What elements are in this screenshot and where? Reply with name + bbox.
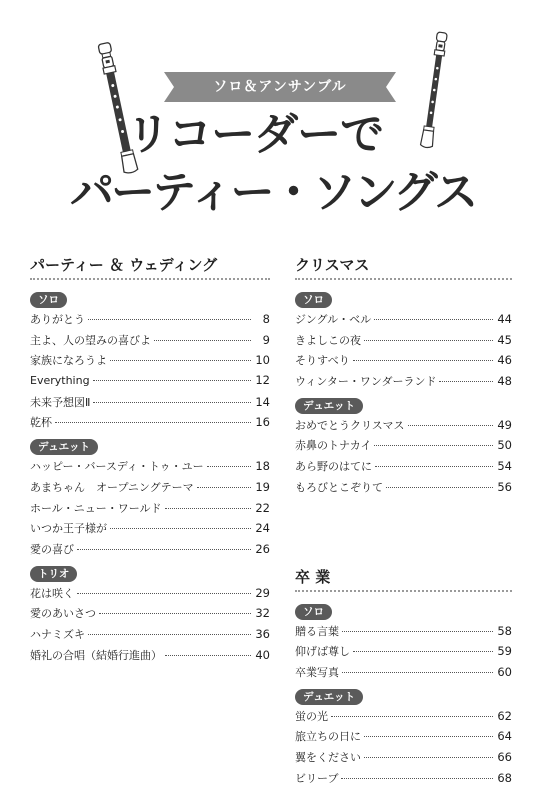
header: [0, 0, 560, 250]
toc-entry[interactable]: [295, 708, 512, 729]
dot-leader: [165, 655, 251, 656]
toc-entry[interactable]: [295, 437, 512, 458]
entry-title: ハナミズキ: [30, 627, 85, 641]
group-label-solo: ソロ: [30, 292, 67, 308]
entry-page: 36: [255, 626, 270, 641]
entry-page: 18: [255, 459, 270, 474]
entry-page: 9: [262, 332, 270, 347]
dot-leader: [77, 549, 251, 550]
entry-title: ホール・ニュー・ワールド: [30, 501, 162, 515]
subtitle-banner: [164, 72, 396, 106]
entry-page: 60: [497, 664, 512, 679]
entry-page: 58: [497, 623, 512, 638]
entry-title: 乾杯: [30, 416, 52, 430]
right-column: [295, 252, 512, 790]
toc-entry[interactable]: [30, 647, 270, 668]
toc-entry[interactable]: [30, 311, 270, 332]
dot-leader: [55, 422, 251, 423]
dot-leader: [99, 613, 251, 614]
entry-title: 贈る言葉: [295, 624, 339, 638]
entry-title: きよしこの夜: [295, 333, 361, 347]
toc-entry[interactable]: [295, 623, 512, 644]
group-label-duet: デュエット: [30, 439, 98, 455]
entry-page: 48: [497, 374, 512, 389]
entry-page: 44: [497, 312, 512, 326]
group-label-duet: デュエット: [295, 398, 363, 414]
entry-title: 卒業写真: [295, 665, 339, 679]
title-line-1: リコーダーで: [126, 109, 384, 160]
section-title-graduation: 卒 業: [295, 564, 512, 592]
entry-page: 40: [255, 647, 270, 662]
entry-page: 59: [497, 644, 512, 659]
toc-entry[interactable]: [295, 728, 512, 749]
dot-leader: [154, 340, 251, 341]
entry-page: 50: [497, 438, 512, 453]
entry-title: Everything: [30, 374, 90, 388]
dot-leader: [88, 634, 251, 635]
dot-leader: [110, 528, 251, 529]
dot-leader: [386, 487, 493, 488]
dot-leader: [353, 651, 493, 652]
entry-page: 66: [497, 749, 512, 764]
dot-leader: [165, 508, 251, 509]
entry-page: 56: [497, 479, 512, 494]
toc-entry[interactable]: [30, 541, 270, 562]
entry-title: おめでとうクリスマス: [295, 418, 405, 432]
entry-page: 14: [255, 394, 270, 409]
dot-leader: [439, 381, 493, 382]
dot-leader: [207, 466, 251, 467]
entry-page: 64: [497, 729, 512, 744]
toc-entry[interactable]: [30, 394, 270, 415]
dot-leader: [364, 736, 493, 737]
entry-title: ウィンター・ワンダーランド: [295, 375, 437, 389]
entry-page: 46: [497, 353, 512, 368]
dot-leader: [110, 360, 251, 361]
entry-page: 32: [255, 606, 270, 621]
entry-page: 8: [262, 312, 270, 326]
toc-entry[interactable]: [295, 479, 512, 500]
title-line-2: パーティー・ソングス: [70, 167, 476, 218]
entry-title: あまちゃん オープニングテーマ: [30, 480, 194, 494]
entry-page: 49: [497, 417, 512, 432]
entry-title: 赤鼻のトナカイ: [295, 439, 372, 453]
entry-title: 未来予想図Ⅱ: [30, 395, 91, 409]
entry-title: あら野のはてに: [295, 460, 372, 474]
dot-leader: [342, 631, 493, 632]
toc-entry[interactable]: [30, 458, 270, 479]
toc-entry[interactable]: [30, 414, 270, 435]
entry-title: 仰げば尊し: [295, 645, 350, 659]
entry-title: 旅立ちの日に: [295, 730, 361, 744]
entry-title: 主よ、人の望みの喜びよ: [30, 333, 151, 347]
dot-leader: [341, 778, 493, 779]
toc-entry[interactable]: [30, 479, 270, 500]
group-label-duet: デュエット: [295, 689, 363, 705]
entry-page: 10: [255, 353, 270, 368]
toc-entry[interactable]: [295, 311, 512, 332]
entry-page: 54: [497, 459, 512, 474]
entry-title: 家族になろうよ: [30, 354, 107, 368]
entry-page: 29: [255, 585, 270, 600]
toc-entry[interactable]: [295, 664, 512, 685]
entry-title: もろびとこぞりて: [295, 480, 383, 494]
entry-title: 翼をください: [295, 750, 361, 764]
toc-entry[interactable]: [295, 373, 512, 394]
entry-page: 22: [255, 500, 270, 515]
dot-leader: [374, 319, 493, 320]
dot-leader: [364, 340, 493, 341]
section-title-party-wedding: パーティー ＆ ウェディング: [30, 252, 270, 280]
entry-page: 45: [497, 332, 512, 347]
entry-title: 婚礼の合唱（結婚行進曲）: [30, 648, 162, 662]
toc-entry[interactable]: [30, 626, 270, 647]
group-label-solo: ソロ: [295, 604, 332, 620]
dot-leader: [374, 445, 493, 446]
section-title-christmas: クリスマス: [295, 252, 512, 280]
dot-leader: [331, 716, 493, 717]
toc-entry[interactable]: [295, 643, 512, 664]
group-label-trio: トリオ: [30, 566, 77, 582]
dot-leader: [353, 360, 493, 361]
dot-leader: [197, 487, 251, 488]
toc-entry[interactable]: [30, 500, 270, 521]
entry-page: 16: [255, 415, 270, 430]
dot-leader: [375, 466, 493, 467]
toc-entry[interactable]: [30, 585, 270, 606]
toc-entry[interactable]: [295, 749, 512, 770]
toc-entry[interactable]: [30, 373, 270, 394]
toc-entry[interactable]: [30, 605, 270, 626]
dot-leader: [408, 425, 493, 426]
toc-entry[interactable]: [30, 520, 270, 541]
banner-label: ソロ＆アンサンブル: [213, 79, 347, 95]
entry-title: 蛍の光: [295, 709, 328, 723]
dot-leader: [364, 757, 493, 758]
entry-title: ハッピー・バースディ・トゥ・ユー: [30, 460, 204, 474]
toc-entry[interactable]: [295, 352, 512, 373]
toc-entry[interactable]: [295, 458, 512, 479]
entry-title: 愛のあいさつ: [30, 607, 96, 621]
dot-leader: [77, 593, 251, 594]
entry-title: ありがとう: [30, 313, 85, 326]
toc-entry[interactable]: [30, 352, 270, 373]
entry-title: 愛の喜び: [30, 542, 74, 556]
dot-leader: [342, 672, 493, 673]
entry-title: ビリーブ: [295, 771, 339, 785]
section-spacer: [295, 500, 512, 564]
entry-page: 19: [255, 479, 270, 494]
entry-title: いつか王子様が: [30, 522, 107, 536]
entry-page: 68: [497, 770, 512, 785]
group-label-solo: ソロ: [295, 292, 332, 308]
entry-page: 62: [497, 708, 512, 723]
left-column: [30, 252, 270, 667]
toc-entry[interactable]: [30, 332, 270, 353]
dot-leader: [93, 380, 251, 381]
entry-title: そりすべり: [295, 354, 350, 368]
dot-leader: [88, 319, 251, 320]
dot-leader: [93, 402, 251, 403]
entry-page: 12: [255, 373, 270, 388]
toc-entry[interactable]: [295, 332, 512, 353]
toc-entry[interactable]: [295, 417, 512, 438]
entry-title: ジングル・ベル: [295, 313, 372, 326]
entry-page: 24: [255, 521, 270, 536]
entry-title: 花は咲く: [30, 586, 74, 600]
entry-page: 26: [255, 541, 270, 556]
